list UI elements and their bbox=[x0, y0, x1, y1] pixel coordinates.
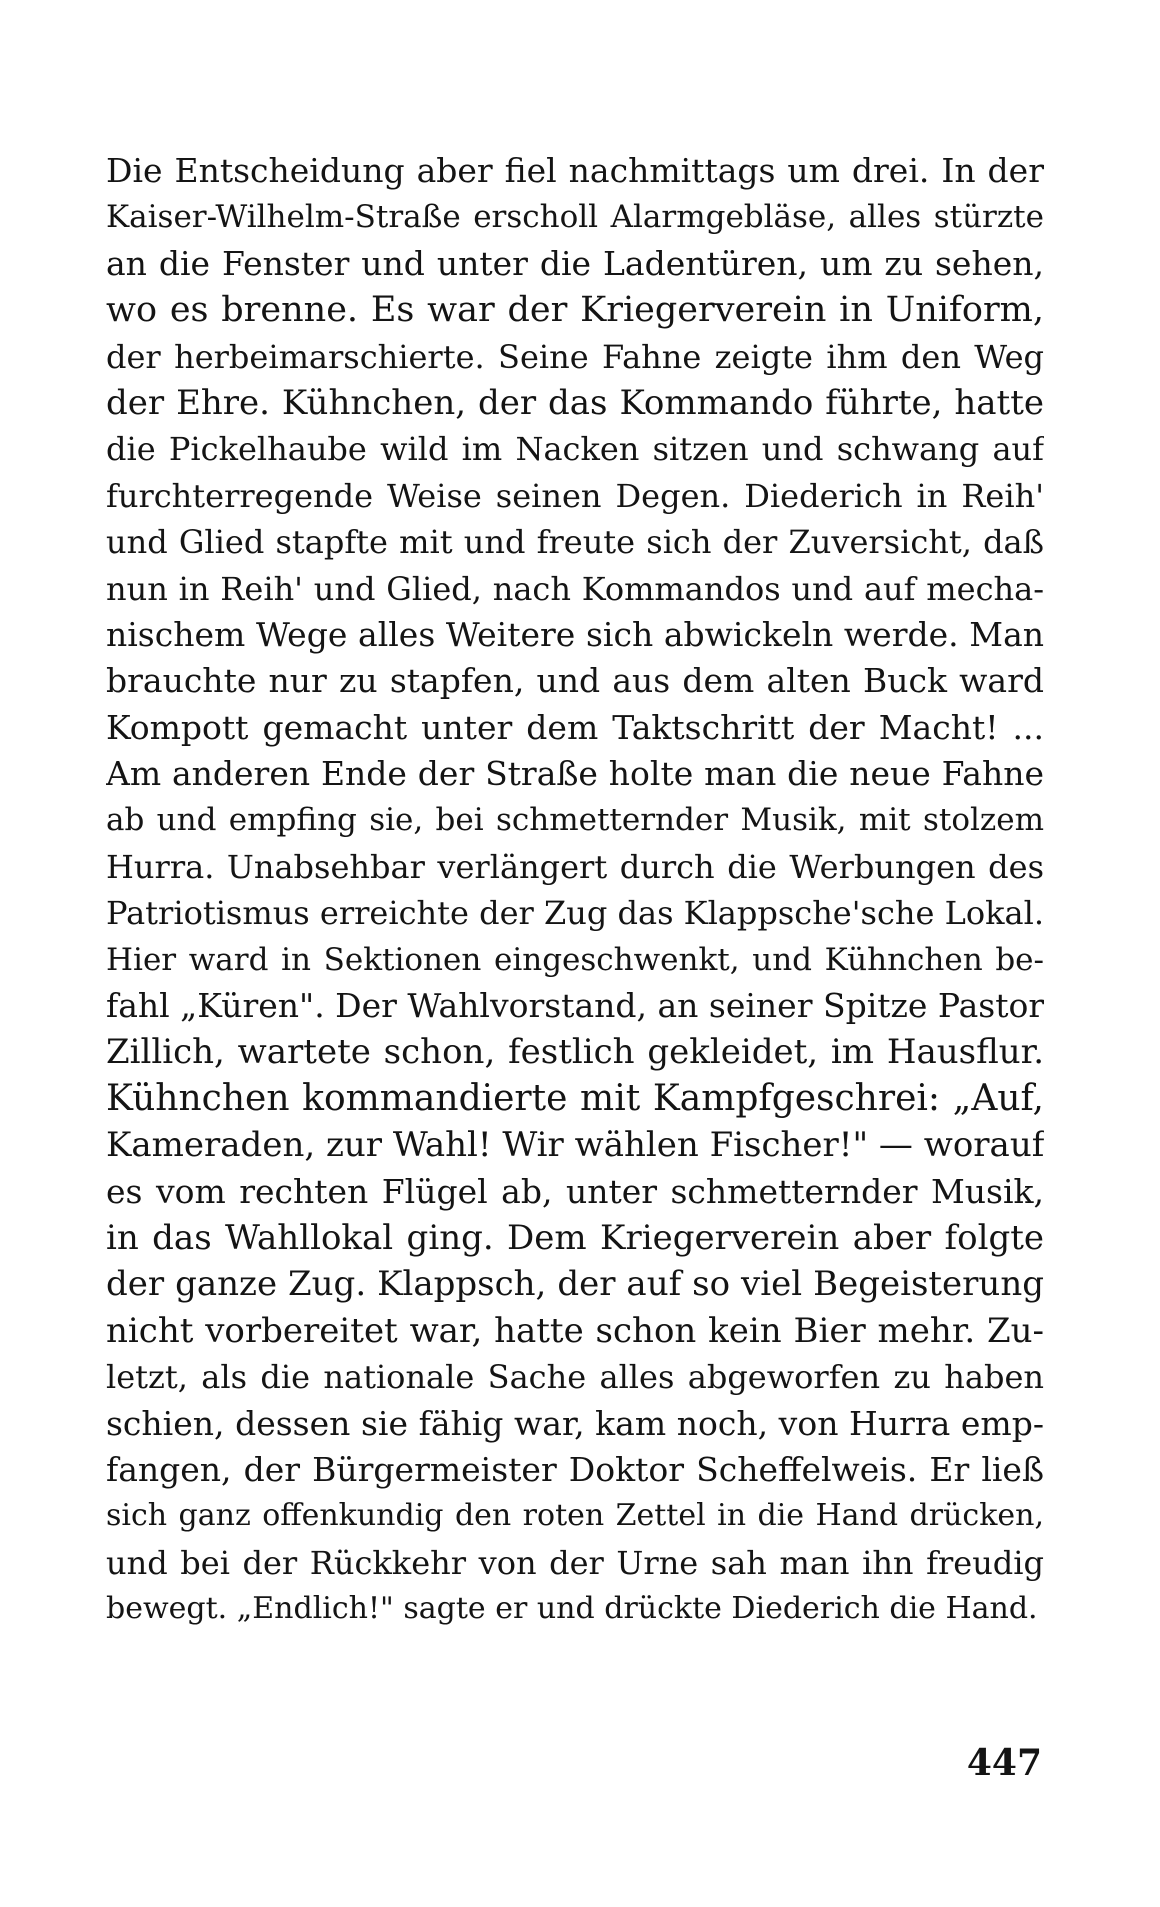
text-line: wo es brenne. Es war der Kriegerverein in Uniform, bbox=[106, 290, 1044, 331]
text-line: fahl „Küren". Der Wahlvorstand, an seiner Spitze Pastor bbox=[106, 986, 1044, 1026]
text-line: nicht vorbereitet war, hatte schon kein Bier mehr. Zu- bbox=[106, 1310, 1044, 1351]
text-line: Kompott gemacht unter dem Taktschritt der Macht! ... bbox=[106, 707, 1044, 747]
text-line: letzt, als die nationale Sache alles abgeworfen zu haben bbox=[106, 1358, 1044, 1397]
text-line: die Pickelhaube wild im Nacken sitzen und schwang auf bbox=[106, 430, 1044, 469]
text-line: fangen, der Bürgermeister Doktor Scheffelweis. Er ließ bbox=[106, 1449, 1044, 1489]
text-line: der Ehre. Kühnchen, der das Kommando führte, hatte bbox=[106, 382, 1044, 423]
text-line: in das Wahllokal ging. Dem Kriegerverein aber folgte bbox=[106, 1217, 1044, 1258]
text-line: Hier ward in Sektionen eingeschwenkt, und Kühnchen be- bbox=[106, 941, 1044, 978]
text-line: schien, dessen sie fähig war, kam noch, von Hurra emp- bbox=[106, 1403, 1044, 1443]
text-line: der herbeimarschierte. Seine Fahne zeigte ihm den Weg bbox=[106, 337, 1044, 376]
text-line: der ganze Zug. Klappsch, der auf so viel Begeisterung bbox=[106, 1264, 1044, 1305]
text-line: bewegt. „Endlich!" sagte er und drückte Diederich die Hand. bbox=[106, 1591, 1038, 1627]
text-line: sich ganz offenkundig den roten Zettel in die Hand drücken, bbox=[106, 1498, 1044, 1534]
body-text bbox=[106, 148, 1044, 1633]
text-line: Die Entscheidung aber fiel nachmittags um drei. In der bbox=[106, 151, 1044, 190]
text-line: Patriotismus erreichte der Zug das Klappsche'sche Lokal. bbox=[106, 894, 1044, 933]
page-number: 447 bbox=[966, 1742, 1042, 1784]
text-line: Am anderen Ende der Straße holte man die neue Fahne bbox=[106, 754, 1044, 794]
text-line: Kameraden, zur Wahl! Wir wählen Fischer!" — worauf bbox=[106, 1125, 1044, 1166]
text-line: Zillich, wartete schon, festlich gekleidet, im Hausflur. bbox=[106, 1032, 1044, 1073]
text-line: Hurra. Unabsehbar verlängert durch die Werbungen des bbox=[106, 847, 1044, 886]
text-line: ab und empfing sie, bei schmetternder Musik, mit stolzem bbox=[106, 802, 1044, 839]
text-line: brauchte nur zu stapfen, und aus dem alten Buck ward bbox=[106, 661, 1044, 701]
text-line: furchterregende Weise seinen Degen. Diederich in Reih' bbox=[106, 476, 1044, 515]
text-line: nun in Reih' und Glied, nach Kommandos und auf mecha- bbox=[106, 569, 1044, 608]
text-line: Kühnchen kommandierte mit Kampfgeschrei: „Auf, bbox=[106, 1077, 1044, 1119]
text-line: es vom rechten Flügel ab, unter schmetternder Musik, bbox=[106, 1171, 1044, 1211]
text-line: Kaiser-Wilhelm-Straße erscholl Alarmgebläse, alles stürzte bbox=[106, 199, 1044, 236]
text-line: und bei der Rückkehr von der Urne sah man ihn freudig bbox=[106, 1543, 1044, 1582]
text-line: nischem Wege alles Weitere sich abwickeln werde. Man bbox=[106, 614, 1044, 654]
text-line: an die Fenster und unter die Ladentüren, um zu sehen, bbox=[106, 243, 1044, 283]
text-line: und Glied stapfte mit und freute sich der Zuversicht, daß bbox=[106, 523, 1044, 562]
